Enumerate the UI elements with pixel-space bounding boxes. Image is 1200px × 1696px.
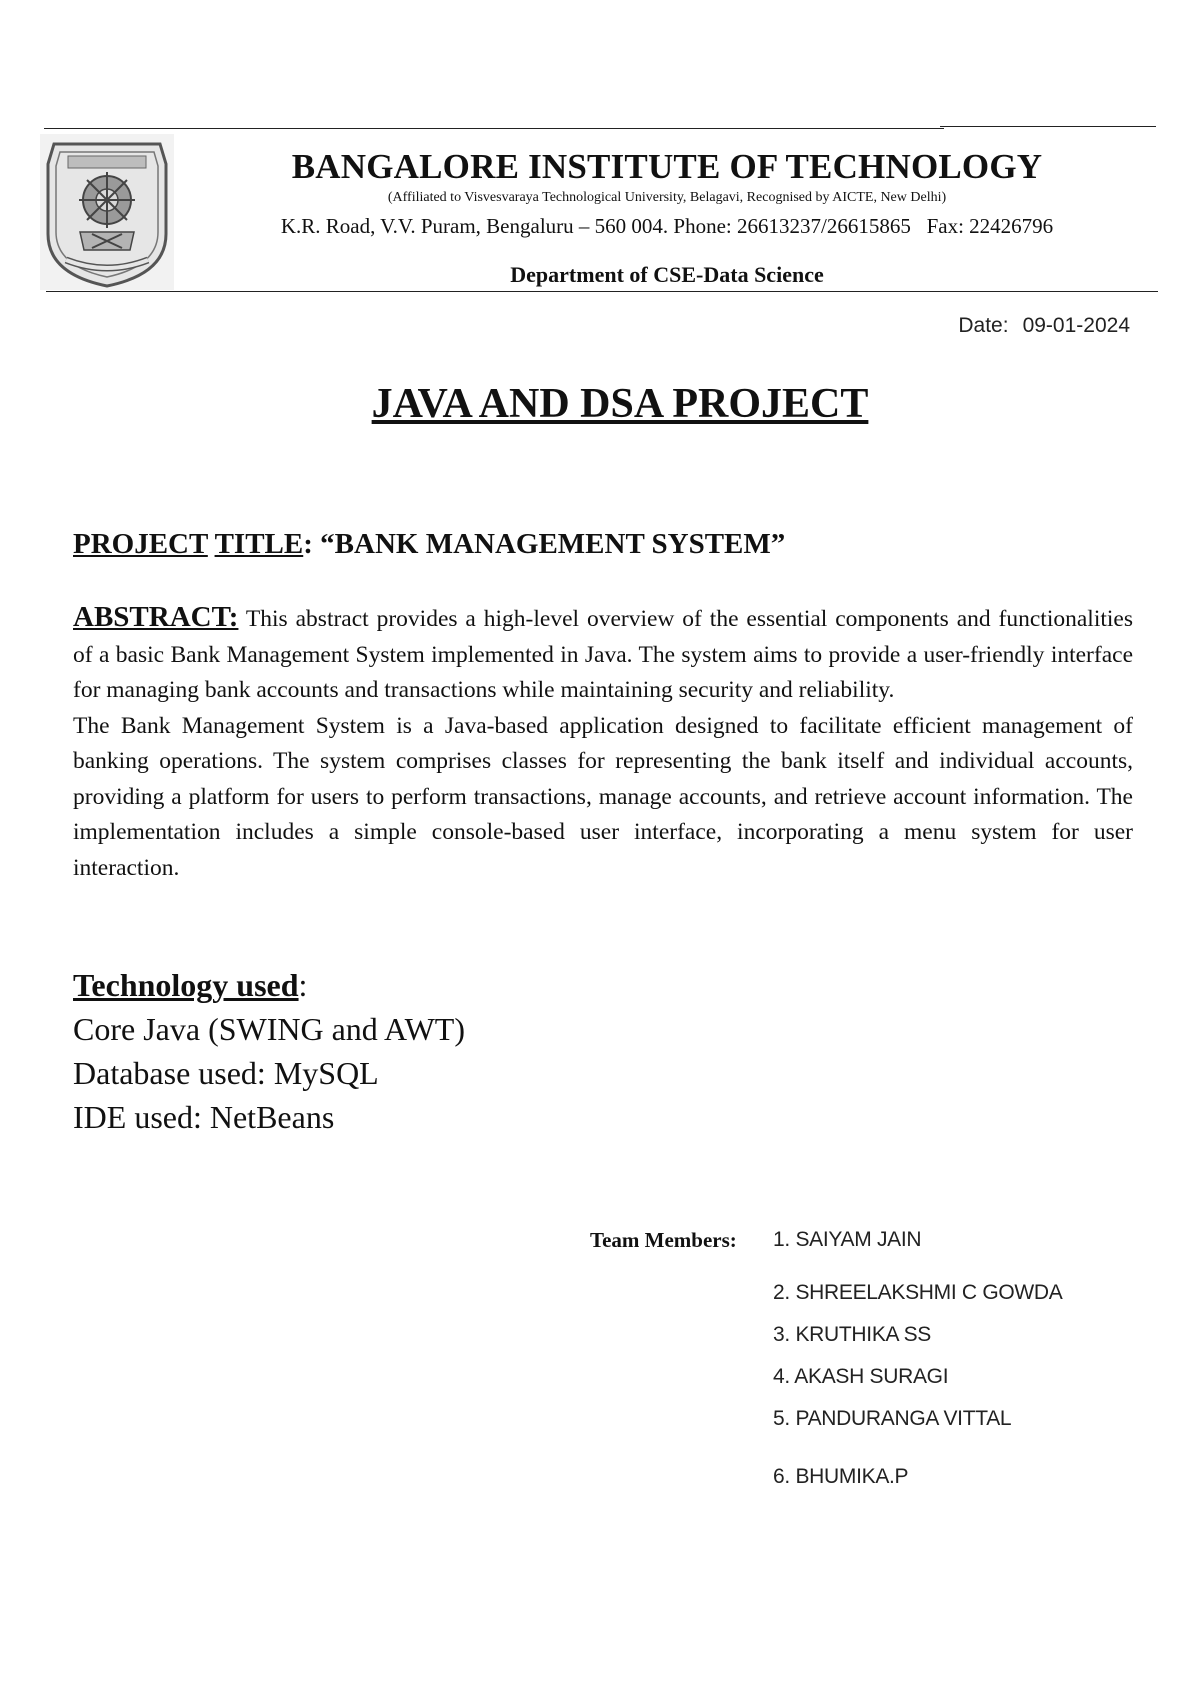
project-label-colon: : [303, 528, 313, 560]
team-member: 3. KRUTHIKA SS [773, 1323, 932, 1346]
team-member: 2. SHREELAKSHMI C GOWDA [773, 1281, 1063, 1304]
project-label-word1: PROJECT [73, 528, 208, 560]
technology-heading-colon: : [298, 967, 308, 1003]
college-name: BANGALORE INSTITUTE OF TECHNOLOGY [291, 147, 1043, 186]
technology-heading [73, 963, 465, 1007]
header-top-rule-right [940, 126, 1156, 127]
abstract-paragraph-1 [73, 600, 1133, 709]
project-label-word2: TITLE [214, 528, 304, 560]
team-members-label: Team Members: [590, 1228, 737, 1252]
abstract-paragraph-2: The Bank Management System is a Java-based application designed to facilitate efficient management of banking operations. The system comprises classes for representing the bank itself and individual accounts, providing a platform for users to perform transactions, manage accounts, and retrieve account information. The implementation includes a simple console-based user interface, incorporating a menu system for user interaction. [73, 712, 1133, 881]
date-value: 09-01-2024 [1022, 314, 1130, 337]
team-member: 6. BHUMIKA.P [773, 1465, 909, 1488]
header-top-rule [44, 128, 944, 129]
abstract-label: ABSTRACT: [73, 601, 239, 633]
team-member: 1. SAIYAM JAIN [773, 1228, 922, 1251]
college-emblem-icon [40, 134, 174, 290]
project-title [73, 528, 785, 561]
technology-item: IDE used: NetBeans [73, 1099, 335, 1135]
institution-header [190, 146, 1144, 240]
technology-section [73, 963, 465, 1139]
technology-heading-text: Technology used [73, 967, 299, 1003]
technology-item: Database used: MySQL [73, 1055, 379, 1091]
address-text: K.R. Road, V.V. Puram, Bengaluru – 560 004. Phone: 26613237/26615865 Fax: 22426796 [280, 214, 1054, 238]
document-date [958, 314, 1130, 338]
abstract-text-1: This abstract provides a high-level overview of the essential components and functionalities of a basic Bank Management System implemented in Java. The system aims to provide a user-friendly interface for managing bank accounts and transactions while maintaining security and reliability. [73, 606, 1133, 703]
technology-item: Core Java (SWING and AWT) [73, 1011, 465, 1047]
date-label: Date: [958, 314, 1009, 337]
document-title: JAVA AND DSA PROJECT [371, 381, 869, 427]
affiliation-text: (Affiliated to Visvesvaraya Technological University, Belagavi, Recognised by AICTE, New Delhi) [387, 190, 947, 205]
abstract-section [73, 600, 1133, 886]
team-member: 4. AKASH SURAGI [773, 1365, 949, 1388]
project-name: “BANK MANAGEMENT SYSTEM” [312, 528, 786, 560]
team-member: 5. PANDURANGA VITTAL [773, 1407, 1012, 1430]
header-bottom-rule [46, 291, 1158, 292]
department-name: Department of CSE-Data Science [510, 262, 824, 287]
